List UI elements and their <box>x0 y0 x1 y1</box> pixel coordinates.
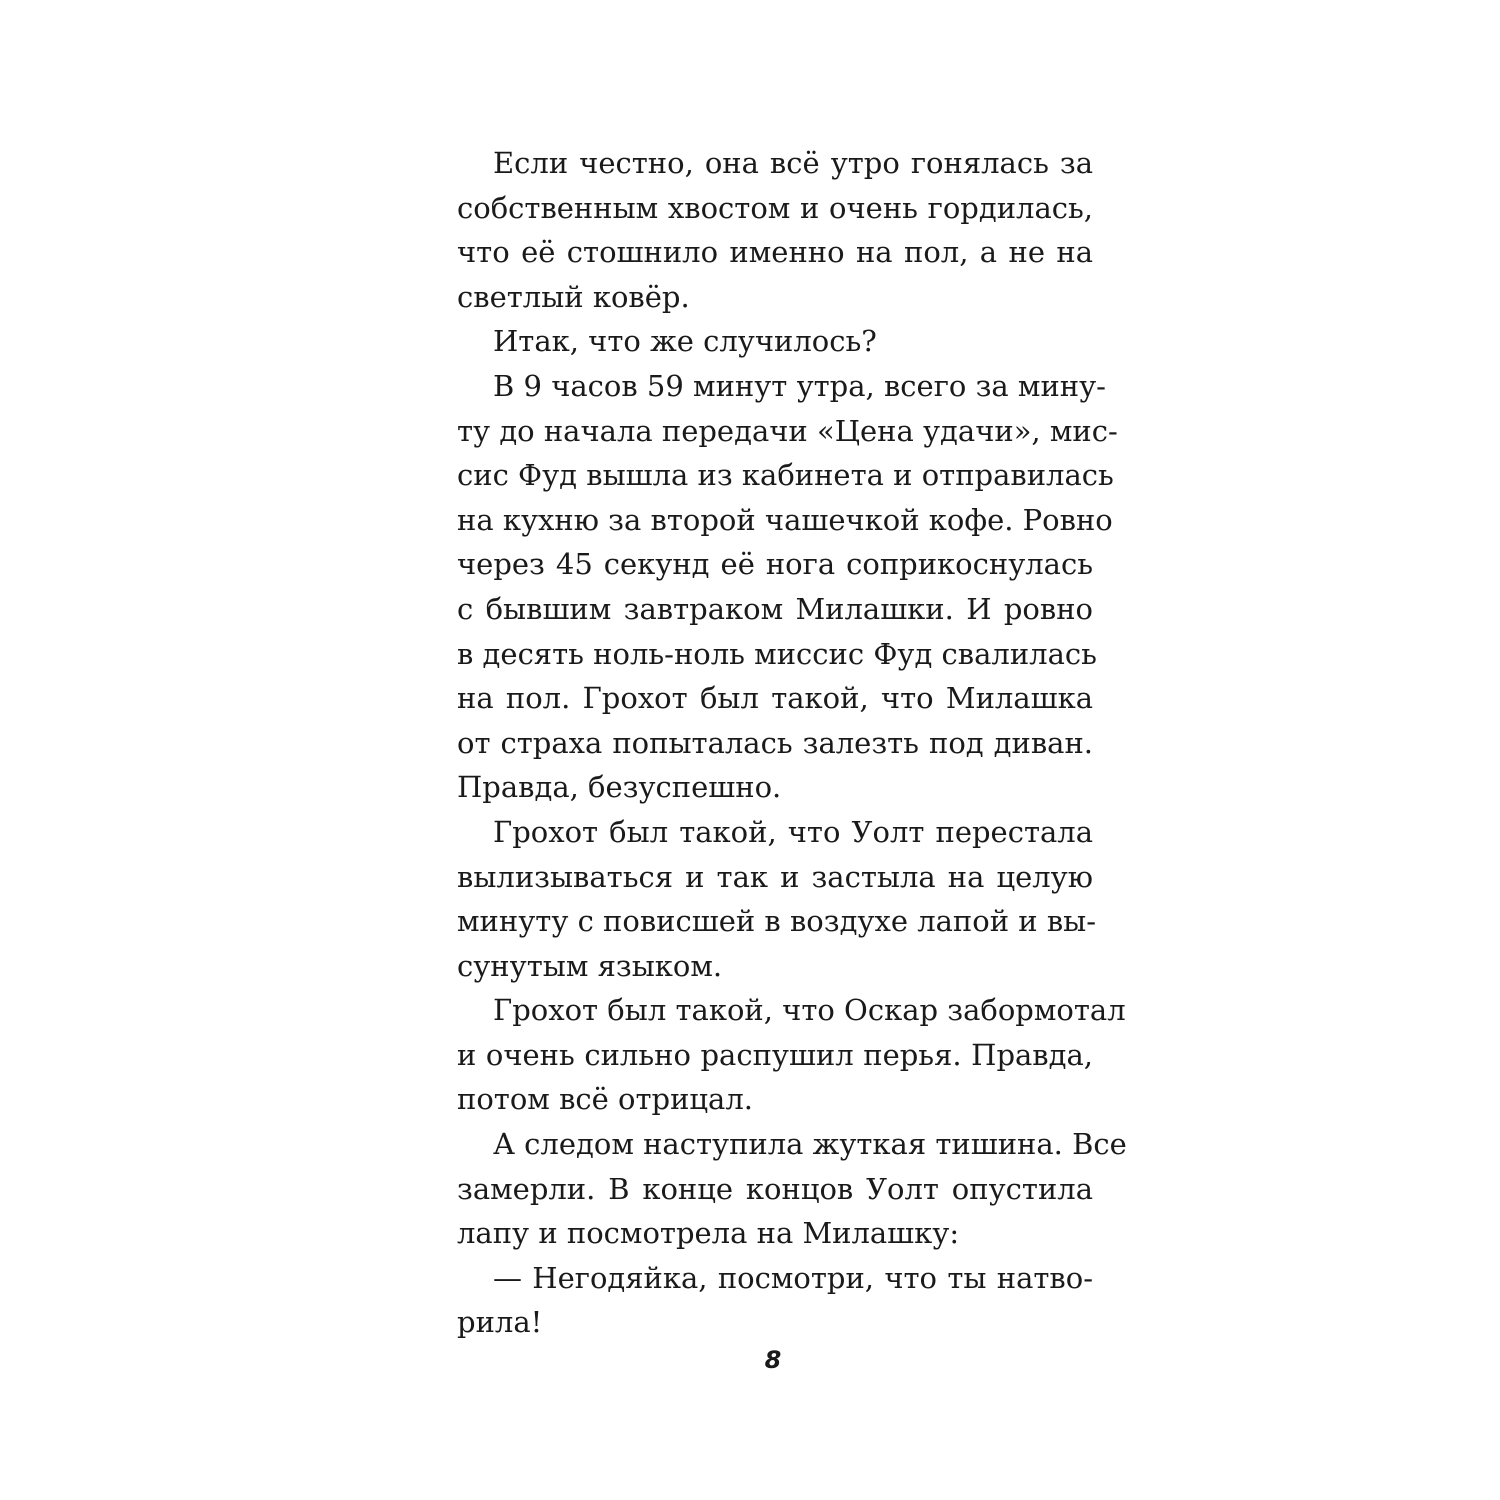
text-line: вылизываться и так и застыла на целую <box>457 859 1093 894</box>
text-line: от страха попыталась залезть под диван. <box>457 725 1093 760</box>
text-line: собственным хвостом и очень гордилась, <box>457 190 1093 225</box>
text-line: на пол. Грохот был такой, что Милашка <box>457 681 1093 716</box>
body-text <box>457 141 1127 1345</box>
text-line: Грохот был такой, что Уолт перестала <box>493 814 1093 849</box>
text-line: А следом наступила жуткая тишина. Все <box>493 1127 1127 1162</box>
text-line: лапу и посмотрела на Милашку: <box>457 1216 960 1251</box>
text-line: сис Фуд вышла из кабинета и отправилась <box>457 458 1114 493</box>
text-line: светлый ковёр. <box>457 279 690 314</box>
text-line: Грохот был такой, что Оскар забормотал <box>493 993 1126 1028</box>
text-line: и очень сильно распушил перья. Правда, <box>457 1037 1093 1072</box>
text-line: Правда, безуспешно. <box>457 770 782 805</box>
text-line: ту до начала передачи «Цена удачи», мис- <box>457 413 1118 448</box>
text-line: — Негодяйка, посмотри, что ты натво- <box>493 1260 1093 1295</box>
text-line: в десять ноль-ноль миссис Фуд свалилась <box>457 636 1097 671</box>
text-line: Итак, что же случилось? <box>493 324 877 359</box>
text-line: В 9 часов 59 минут утра, всего за мину- <box>493 368 1106 403</box>
text-line: Если честно, она всё утро гонялась за <box>493 146 1093 180</box>
text-line: минуту с повисшей в воздухе лапой и вы- <box>457 904 1097 939</box>
text-line: что её стошнило именно на пол, а не на <box>457 235 1093 270</box>
text-line: с бывшим завтраком Милашки. И ровно <box>457 591 1093 626</box>
text-line: сунутым языком. <box>457 948 723 983</box>
text-line: замерли. В конце концов Уолт опустила <box>457 1171 1093 1206</box>
text-line: потом всё отрицал. <box>457 1082 753 1117</box>
text-line: через 45 секунд её нога соприкоснулась <box>457 547 1093 582</box>
text-line: на кухню за второй чашечкой кофе. Ровно <box>457 502 1113 537</box>
text-line: рила! <box>457 1305 543 1340</box>
page-number: 8 <box>764 1346 782 1374</box>
